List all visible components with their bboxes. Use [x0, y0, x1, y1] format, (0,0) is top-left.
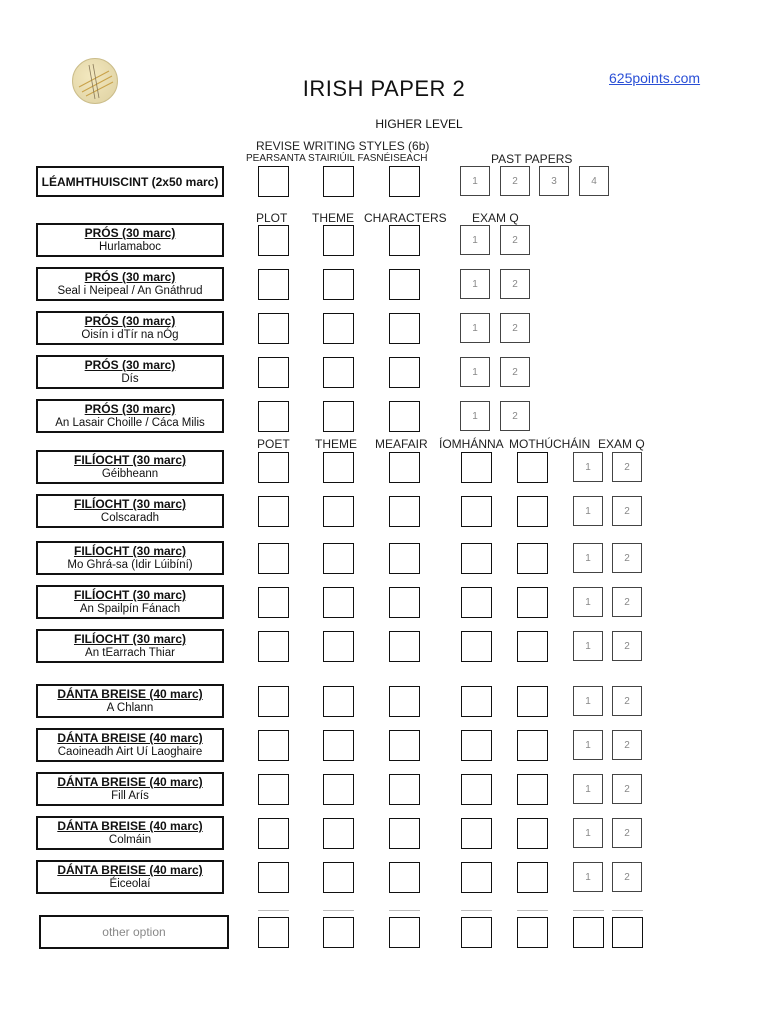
filiocht-4-checkbox-5[interactable] — [517, 587, 548, 618]
pros-3-exam-q-2[interactable]: 2 — [500, 313, 530, 343]
danta-breise-4-checkbox-5[interactable] — [517, 818, 548, 849]
filiocht-3-exam-q-2[interactable]: 2 — [612, 543, 642, 573]
danta-breise-item-3-title: DÁNTA BREISE (40 marc) — [57, 775, 203, 789]
separator-dash — [389, 910, 420, 911]
comprehension-label-box — [36, 166, 224, 197]
filiocht-item-2-name: Colscaradh — [100, 512, 160, 524]
filiocht-item-5 — [36, 629, 224, 663]
danta-breise-2-checkbox-3[interactable] — [389, 730, 420, 761]
danta-breise-5-checkbox-4[interactable] — [461, 862, 492, 893]
other-option-checkbox-4[interactable] — [461, 917, 492, 948]
filiocht-item-1-title: FILÍOCHT (30 marc) — [73, 453, 187, 467]
pros-item-3-name: Oisín i dTír na nÓg — [81, 329, 179, 341]
pros-4-checkbox-2[interactable] — [323, 357, 354, 388]
filiocht-3-checkbox-3[interactable] — [389, 543, 420, 574]
danta-breise-2-checkbox-4[interactable] — [461, 730, 492, 761]
col-header-meafair: MEAFAIR — [375, 437, 428, 451]
filiocht-2-checkbox-2[interactable] — [323, 496, 354, 527]
danta-breise-3-checkbox-2[interactable] — [323, 774, 354, 805]
separator-dash — [517, 910, 548, 911]
pros-1-exam-q-1[interactable]: 1 — [460, 225, 490, 255]
filiocht-3-checkbox-1[interactable] — [258, 543, 289, 574]
pros-3-checkbox-1[interactable] — [258, 313, 289, 344]
danta-breise-3-exam-q-1[interactable]: 1 — [573, 774, 603, 804]
past-paper-4-checkbox[interactable]: 4 — [579, 166, 609, 196]
filiocht-2-checkbox-4[interactable] — [461, 496, 492, 527]
col-header-poetry-theme: THEME — [315, 437, 357, 451]
filiocht-1-checkbox-3[interactable] — [389, 452, 420, 483]
pros-4-checkbox-1[interactable] — [258, 357, 289, 388]
filiocht-4-exam-q-1[interactable]: 1 — [573, 587, 603, 617]
danta-breise-3-checkbox-1[interactable] — [258, 774, 289, 805]
danta-breise-2-checkbox-1[interactable] — [258, 730, 289, 761]
col-header-theme: THEME — [312, 211, 354, 225]
filiocht-2-exam-q-2[interactable]: 2 — [612, 496, 642, 526]
other-option-checkbox-3[interactable] — [389, 917, 420, 948]
pros-item-5-name: An Lasair Choille / Cáca Milis — [55, 417, 205, 429]
danta-breise-5-checkbox-1[interactable] — [258, 862, 289, 893]
comprehension-label: LÉAMHTHUISCINT (2x50 marc) — [41, 174, 219, 189]
filiocht-1-checkbox-2[interactable] — [323, 452, 354, 483]
filiocht-3-checkbox-2[interactable] — [323, 543, 354, 574]
pros-item-1 — [36, 223, 224, 257]
pros-2-checkbox-1[interactable] — [258, 269, 289, 300]
danta-breise-2-exam-q-1[interactable]: 1 — [573, 730, 603, 760]
danta-breise-4-checkbox-3[interactable] — [389, 818, 420, 849]
pros-item-5-title: PRÓS (30 marc) — [84, 402, 176, 416]
danta-breise-3-exam-q-2[interactable]: 2 — [612, 774, 642, 804]
pros-item-2-name: Seal i Neipeal / An Gnáthrud — [57, 285, 203, 297]
filiocht-1-checkbox-5[interactable] — [517, 452, 548, 483]
filiocht-item-4 — [36, 585, 224, 619]
pros-item-4 — [36, 355, 224, 389]
comprehension-style-checkbox-1[interactable] — [258, 166, 289, 197]
danta-breise-3-checkbox-5[interactable] — [517, 774, 548, 805]
other-option-checkbox-2[interactable] — [323, 917, 354, 948]
filiocht-item-5-title: FILÍOCHT (30 marc) — [73, 632, 187, 646]
danta-breise-5-checkbox-5[interactable] — [517, 862, 548, 893]
pros-1-checkbox-2[interactable] — [323, 225, 354, 256]
filiocht-item-4-name: An Spailpín Fánach — [79, 603, 181, 615]
col-header-characters: CHARACTERS — [364, 211, 447, 225]
pros-2-checkbox-3[interactable] — [389, 269, 420, 300]
filiocht-2-checkbox-5[interactable] — [517, 496, 548, 527]
separator-dash — [461, 910, 492, 911]
pros-1-checkbox-3[interactable] — [389, 225, 420, 256]
comprehension-style-checkbox-2[interactable] — [323, 166, 354, 197]
col-header-plot: PLOT — [256, 211, 288, 225]
danta-breise-1-checkbox-2[interactable] — [323, 686, 354, 717]
danta-breise-4-checkbox-4[interactable] — [461, 818, 492, 849]
danta-breise-1-exam-q-2[interactable]: 2 — [612, 686, 642, 716]
filiocht-item-3 — [36, 541, 224, 575]
filiocht-5-checkbox-2[interactable] — [323, 631, 354, 662]
filiocht-2-exam-q-1[interactable]: 1 — [573, 496, 603, 526]
past-paper-1-checkbox[interactable]: 1 — [460, 166, 490, 196]
pros-item-1-title: PRÓS (30 marc) — [84, 226, 176, 240]
danta-breise-5-checkbox-2[interactable] — [323, 862, 354, 893]
danta-breise-item-2-title: DÁNTA BREISE (40 marc) — [57, 731, 203, 745]
separator-dash — [323, 910, 354, 911]
pros-5-exam-q-1[interactable]: 1 — [460, 401, 490, 431]
filiocht-item-4-title: FILÍOCHT (30 marc) — [73, 588, 187, 602]
pros-item-5 — [36, 399, 224, 433]
past-paper-3-checkbox[interactable]: 3 — [539, 166, 569, 196]
pros-item-1-name: Hurlamaboc — [99, 241, 161, 253]
danta-breise-4-checkbox-1[interactable] — [258, 818, 289, 849]
other-option-label: other option — [102, 925, 166, 939]
separator-dash — [573, 910, 604, 911]
danta-breise-item-3-name: Fill Arís — [111, 790, 149, 802]
filiocht-5-checkbox-5[interactable] — [517, 631, 548, 662]
pros-5-checkbox-3[interactable] — [389, 401, 420, 432]
other-option-checkbox-6[interactable] — [573, 917, 604, 948]
col-header-poetry-exam-q: EXAM Q — [598, 437, 645, 451]
pros-3-exam-q-1[interactable]: 1 — [460, 313, 490, 343]
filiocht-4-checkbox-1[interactable] — [258, 587, 289, 618]
filiocht-1-exam-q-2[interactable]: 2 — [612, 452, 642, 482]
danta-breise-item-4-title: DÁNTA BREISE (40 marc) — [57, 819, 203, 833]
filiocht-5-checkbox-1[interactable] — [258, 631, 289, 662]
filiocht-2-checkbox-3[interactable] — [389, 496, 420, 527]
danta-breise-5-checkbox-3[interactable] — [389, 862, 420, 893]
other-option-checkbox-7[interactable] — [612, 917, 643, 948]
col-header-iomhanna: ÍOMHÁNNA — [439, 437, 504, 451]
filiocht-item-3-name: Mo Ghrá-sa (Idir Lúibíní) — [67, 559, 193, 571]
page-title: IRISH PAPER 2 — [302, 76, 466, 101]
danta-breise-3-checkbox-4[interactable] — [461, 774, 492, 805]
pros-5-checkbox-1[interactable] — [258, 401, 289, 432]
danta-breise-1-checkbox-1[interactable] — [258, 686, 289, 717]
filiocht-item-2-title: FILÍOCHT (30 marc) — [73, 497, 187, 511]
filiocht-3-exam-q-1[interactable]: 1 — [573, 543, 603, 573]
danta-breise-item-2-name: Caoineadh Airt Uí Laoghaire — [57, 746, 203, 758]
filiocht-item-5-name: An tEarrach Thiar — [85, 647, 175, 659]
danta-breise-4-exam-q-1[interactable]: 1 — [573, 818, 603, 848]
danta-breise-1-checkbox-5[interactable] — [517, 686, 548, 717]
other-option-box[interactable] — [39, 915, 229, 949]
filiocht-item-2 — [36, 494, 224, 528]
danta-breise-item-1-title: DÁNTA BREISE (40 marc) — [57, 687, 203, 701]
other-option-checkbox-5[interactable] — [517, 917, 548, 948]
past-paper-2-checkbox[interactable]: 2 — [500, 166, 530, 196]
filiocht-3-checkbox-4[interactable] — [461, 543, 492, 574]
filiocht-1-checkbox-1[interactable] — [258, 452, 289, 483]
pros-4-exam-q-2[interactable]: 2 — [500, 357, 530, 387]
danta-breise-2-checkbox-2[interactable] — [323, 730, 354, 761]
pros-item-2-title: PRÓS (30 marc) — [84, 270, 176, 284]
filiocht-4-checkbox-4[interactable] — [461, 587, 492, 618]
pros-2-exam-q-1[interactable]: 1 — [460, 269, 490, 299]
col-header-mothuchain: MOTHÚCHÁIN — [509, 437, 591, 451]
filiocht-4-checkbox-2[interactable] — [323, 587, 354, 618]
revise-styles-header: REVISE WRITING STYLES (6b) — [256, 139, 430, 153]
comprehension-style-checkbox-3[interactable] — [389, 166, 420, 197]
danta-breise-1-exam-q-1[interactable]: 1 — [573, 686, 603, 716]
pros-item-2 — [36, 267, 224, 301]
past-papers-header: PAST PAPERS — [491, 152, 573, 166]
separator-dash — [258, 910, 289, 911]
pros-item-4-name: Dís — [121, 373, 139, 385]
danta-breise-item-3 — [36, 772, 224, 806]
col-header-exam-q: EXAM Q — [472, 211, 519, 225]
danta-breise-4-exam-q-2[interactable]: 2 — [612, 818, 642, 848]
filiocht-4-checkbox-3[interactable] — [389, 587, 420, 618]
separator-dash — [612, 910, 643, 911]
danta-breise-item-4 — [36, 816, 224, 850]
danta-breise-item-2 — [36, 728, 224, 762]
pros-1-exam-q-2[interactable]: 2 — [500, 225, 530, 255]
pros-2-checkbox-2[interactable] — [323, 269, 354, 300]
filiocht-5-checkbox-4[interactable] — [461, 631, 492, 662]
pros-item-3 — [36, 311, 224, 345]
pros-4-checkbox-3[interactable] — [389, 357, 420, 388]
danta-breise-3-checkbox-3[interactable] — [389, 774, 420, 805]
pros-4-exam-q-1[interactable]: 1 — [460, 357, 490, 387]
danta-breise-item-5-title: DÁNTA BREISE (40 marc) — [57, 863, 203, 877]
filiocht-item-1 — [36, 450, 224, 484]
danta-breise-4-checkbox-2[interactable] — [323, 818, 354, 849]
pros-item-4-title: PRÓS (30 marc) — [84, 358, 176, 372]
pros-item-3-title: PRÓS (30 marc) — [84, 314, 176, 328]
filiocht-1-exam-q-1[interactable]: 1 — [573, 452, 603, 482]
danta-breise-2-exam-q-2[interactable]: 2 — [612, 730, 642, 760]
danta-breise-1-checkbox-3[interactable] — [389, 686, 420, 717]
filiocht-5-checkbox-3[interactable] — [389, 631, 420, 662]
danta-breise-5-exam-q-1[interactable]: 1 — [573, 862, 603, 892]
danta-breise-item-5-name: Éiceolaí — [109, 878, 151, 890]
pros-3-checkbox-3[interactable] — [389, 313, 420, 344]
filiocht-item-3-title: FILÍOCHT (30 marc) — [73, 544, 187, 558]
other-option-checkbox-1[interactable] — [258, 917, 289, 948]
danta-breise-item-1-name: A Chlann — [106, 702, 154, 714]
filiocht-5-exam-q-1[interactable]: 1 — [573, 631, 603, 661]
writing-styles-header: PEARSANTA STAIRIÚIL FASNÉISEACH — [246, 153, 428, 164]
col-header-poet: POET — [257, 437, 290, 451]
danta-breise-2-checkbox-5[interactable] — [517, 730, 548, 761]
pros-5-exam-q-2[interactable]: 2 — [500, 401, 530, 431]
filiocht-1-checkbox-4[interactable] — [461, 452, 492, 483]
filiocht-3-checkbox-5[interactable] — [517, 543, 548, 574]
pros-3-checkbox-2[interactable] — [323, 313, 354, 344]
pros-2-exam-q-2[interactable]: 2 — [500, 269, 530, 299]
danta-breise-item-5 — [36, 860, 224, 894]
site-link[interactable]: 625points.com — [609, 70, 701, 86]
pros-5-checkbox-2[interactable] — [323, 401, 354, 432]
filiocht-4-exam-q-2[interactable]: 2 — [612, 587, 642, 617]
level-subtitle: HIGHER LEVEL — [375, 117, 463, 131]
pros-1-checkbox-1[interactable] — [258, 225, 289, 256]
danta-breise-1-checkbox-4[interactable] — [461, 686, 492, 717]
danta-breise-item-1 — [36, 684, 224, 718]
filiocht-item-1-name: Géibheann — [101, 468, 159, 480]
filiocht-2-checkbox-1[interactable] — [258, 496, 289, 527]
danta-breise-5-exam-q-2[interactable]: 2 — [612, 862, 642, 892]
filiocht-5-exam-q-2[interactable]: 2 — [612, 631, 642, 661]
danta-breise-item-4-name: Colmáin — [108, 834, 152, 846]
